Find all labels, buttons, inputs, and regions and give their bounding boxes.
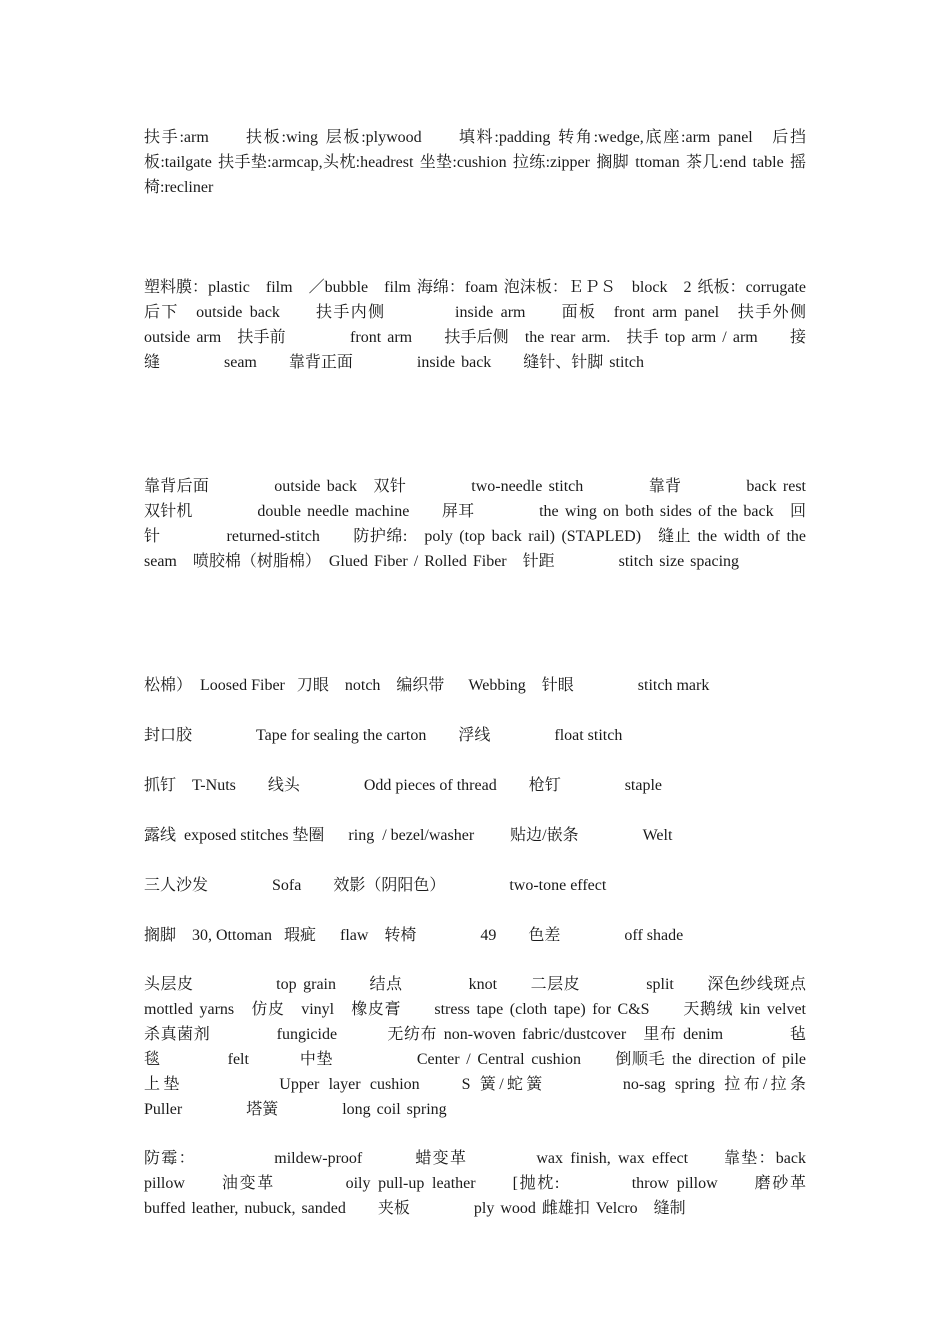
- glossary-paragraph-3: 靠背后面 outside back 双针 two-needle stitch 靠背 back rest 双针机 double needle machine 屏耳 the wing on both sides of the back 回针 returned-stitch 防护绵: poly (top back rail) (STAPLED) 缝止 the width of the seam 喷胶棉（树脂棉） Glued Fiber / Rolled Fiber 针距 stitch size spacing: [144, 478, 823, 570]
- glossary-paragraph-2: 塑料膜：plastic film ／bubble film 海绵：foam 泡沫板：ＥＰＳ block 2 纸板：corrugate 后下 outside back 扶手内侧 inside arm 面板 front arm panel 扶手外侧 outside arm 扶手前 front arm 扶手后侧 the rear arm. 扶手 top arm / arm 接缝 seam 靠背正面 inside back 缝针、针脚 stitch: [144, 279, 871, 371]
- glossary-line-1: 松棉） Loosed Fiber 刀眼 notch 编织带 Webbing 针眼 stitch mark: [144, 677, 710, 694]
- glossary-paragraph-5: 防霉： mildew-proof 蜡变革 wax finish, wax effect 靠垫：back pillow 油变革 oily pull-up leather [抛枕: throw pillow 磨砂革 buffed leather, nubuck, sanded 夹板 ply wood 雌雄扣 Velcro 缝制: [144, 1150, 871, 1217]
- glossary-line-3: 抓钉 T-Nuts 线头 Odd pieces of thread 枪钉 staple: [144, 777, 663, 794]
- glossary-line-4: 露线 exposed stitches 垫圈 ring / bezel/washer 贴边/嵌条 Welt: [144, 827, 673, 844]
- glossary-line-6: 搁脚 30, Ottoman 瑕疵 flaw 转椅 49 色差 off shade: [144, 927, 684, 944]
- glossary-paragraph-1: 扶手:arm 扶板:wing 层板:plywood 填料:padding 转角:wedge,底座:arm panel 后挡板:tailgate 扶手垫:armcap,头枕:headrest 坐垫:cushion 拉练:zipper 搁脚 ttoman 茶几:end table 摇椅:recliner: [144, 129, 806, 196]
- glossary-paragraph-4: 头层皮 top grain 结点 knot 二层皮 split 深色纱线斑点 mottled yarns 仿皮 vinyl 橡皮膏 stress tape (cloth tape) for C&S 天鹅绒 kin velvet 杀真菌剂 fungicide 无纺布 non-woven fabric/dustcover 里布 denim 毡毯 felt 中垫 Center / Central cushion 倒顺毛 the direction of pile 上垫 Upper layer cushion S 簧/蛇簧 no-sag spring 拉布/拉条 Puller 塔簧 long coil spring: [144, 976, 871, 1118]
- glossary-line-5: 三人沙发 Sofa 效影（阴阳色） two-tone effect: [144, 877, 607, 894]
- glossary-line-2: 封口胶 Tape for sealing the carton 浮线 float stitch: [144, 727, 623, 744]
